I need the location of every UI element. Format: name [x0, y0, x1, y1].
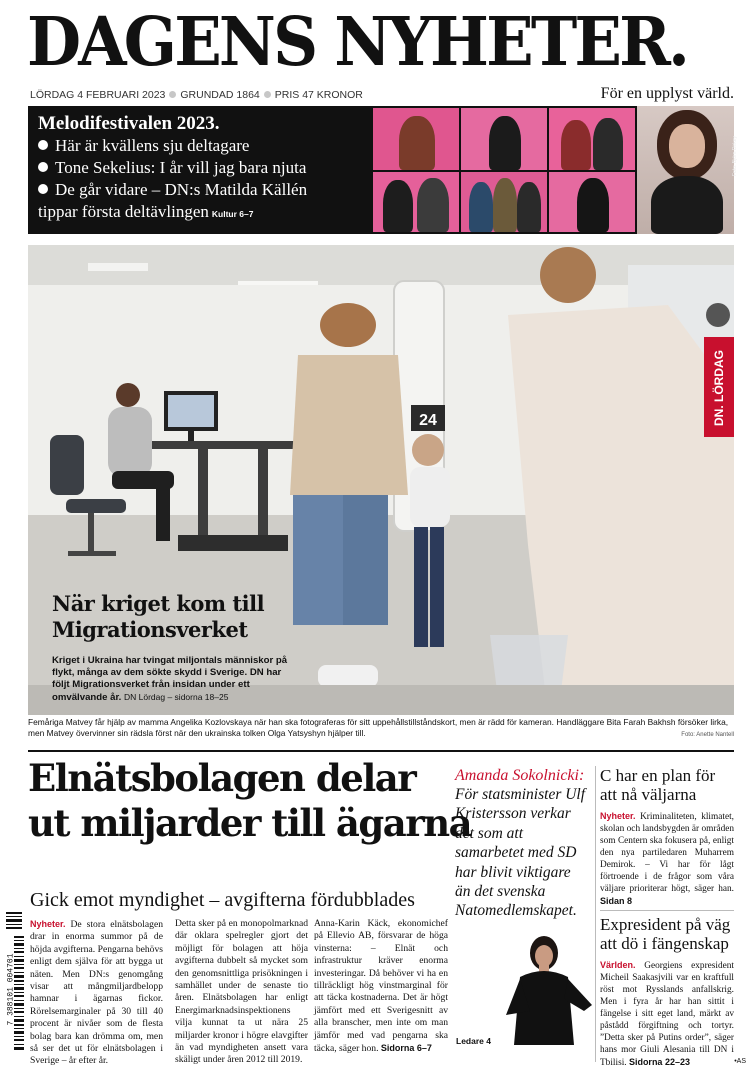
opinion-teaser[interactable]: [455, 766, 590, 921]
dateline: [30, 89, 363, 101]
barcode-addon: [6, 912, 22, 932]
news-brief-c-party[interactable]: [600, 766, 734, 908]
section-label: Nyheter.: [30, 919, 66, 929]
section-tab: DN. LÖRDAG: [704, 337, 734, 437]
promo-item: De går vidare – DN:s Matilda Källén: [38, 179, 374, 201]
article-ref: Sidorna 6–7: [380, 1043, 432, 1054]
bullet-separator: [169, 91, 176, 98]
promo-title: Melodifestivalen 2023.: [38, 113, 220, 134]
opinion-ref: Ledare 4: [456, 1036, 491, 1046]
bullet-icon: [38, 184, 48, 194]
column-divider: [595, 766, 596, 1062]
brief-headline: Expresident på väg att dö i fängenskap: [600, 915, 731, 953]
promo-item: Här är kvällens sju deltagare: [38, 135, 374, 157]
contestant-photo: [461, 108, 547, 170]
section-divider: [28, 750, 734, 752]
lead-headline[interactable]: Elnätsbolagen delar ut miljarder till ägarna: [28, 756, 472, 845]
contestant-photo: [549, 172, 635, 232]
promo-photo-credit: Foto: Björn Dirkey: [732, 136, 738, 177]
lead-subhead: Gick emot myndighet – avgifterna fördubblades: [30, 889, 415, 911]
hero-ref: DN Lördag – sidorna 18–25: [124, 692, 229, 702]
opinion-text: För statsminister Ulf Kristersson verkar det som att samarbetet med SD har blivit viktigare än det svenska Natomedlemskapet.: [455, 786, 586, 920]
promo-ref: Kultur 6–7: [211, 209, 254, 219]
article-column-2: Detta sker på en monopolmarknad där oklara spelregler gjort det möjligt för bolagen att höja avgifterna dubbelt så mycket som den genomsnittliga prisökningen i samhället under de senaste tio åren. Elnätsbolagen har enligt Energimarknadsinspektionens vilja kunnat ta ut nära 25 miljarder kronor i högre elavgifter än vad myndigheten ansett vara skäligt under åren 2012 till 2019.: [175, 918, 308, 1066]
hero-headline: När kriget kom till Migrationsverket: [52, 591, 265, 642]
bullet-icon: [38, 140, 48, 150]
contestant-photo: [373, 172, 459, 232]
barcode-number: 7 388101 004701: [6, 953, 16, 1026]
featured-artist-photo: [637, 106, 734, 234]
slogan: För en upplyst värld.: [600, 85, 734, 102]
brief-body: Nyheter. Kriminaliteten, klimatet, skolan och landsbygden är områden som Centern ska fokusera på, enligt den nya partiledaren Muharrem Demirok. – Vi har för lågt förtroende i de frågor som våra väljare prioriterar högt, säger han. Sidan 8: [600, 811, 734, 906]
hero-photo-illustration: [28, 245, 734, 715]
issue-date: LÖRDAG 4 FEBRUARI 2023: [30, 89, 166, 101]
contestant-photo: [373, 108, 459, 170]
news-brief-expresident[interactable]: [600, 915, 734, 1069]
promo-text: [38, 113, 374, 225]
brief-headline: C har en plan för att nå väljarna: [600, 766, 716, 804]
issue-price: PRIS 47 KRONOR: [274, 89, 363, 101]
brief-divider: [600, 910, 734, 911]
bullet-separator: [264, 91, 271, 98]
melodifestivalen-promo[interactable]: [28, 106, 738, 234]
bullet-icon: [38, 162, 48, 172]
article-column-3: Anna-Karin Käck, ekonomichef på Ellevio AB, försvarar de höga vinsterna: – Elnät och infrastruktur kräver enorma investeringar. Då behöver vi ha en tillräckligt hög vinstmarginal för att täcka kostnaderna. Det är högt jämfört med ett Sverigesnitt av alla branscher, men inte om man jämför med vad pengarna ska täcka, säger hon. Sidorna 6–7: [314, 918, 448, 1055]
contestant-photo: [549, 108, 635, 170]
founded-year: GRUNDAD 1864: [180, 89, 260, 101]
hero-photo-credit: Foto: Anette Nantell: [681, 732, 734, 738]
opinion-author: Amanda Sokolnicki:: [455, 767, 585, 784]
newspaper-title: DAGENS NYHETER.: [27, 2, 688, 81]
height-sign-number: 24: [419, 412, 437, 429]
print-mark: •AS: [734, 1058, 746, 1065]
hero-dek: Kriget i Ukraina har tvingat miljontals människor på flykt, många av dem sökte skydd i Sverige. DN har följt Migrationsverket från insidan under ett omvälvande år. DN Lördag – sidorna 18–25: [52, 655, 288, 703]
brief-body: Världen. Georgiens expresident Micheil Saakasjvili var en kraftfull röst mot Rysslands anfallskrig. Men i fyra år har han sittit i fängelse i sitt eget land, märkt av påstådd förgiftning och tortyr. ”Detta sker på Putins order”, säger hans mor Giuli Alesania till DN i Tbilisi. Sidorna 22–23: [600, 960, 734, 1068]
hero-photo[interactable]: [28, 245, 734, 715]
photo-caption: Femåriga Matvey får hjälp av mamma Angelika Kozlovskaya när han ska fotograferas för sitt uppehållstillståndskort, men är rädd för kameran. Handläggare Bita Farah Bakhsh försöker lirka, men Matvey övervinner sin rädsla först när den ukrainska tolken Olga Yatsyshyn hjälper till.: [28, 717, 729, 738]
masthead: [27, 0, 737, 80]
contestant-photo: [461, 172, 547, 232]
promo-item: Tone Sekelius: I år vill jag bara njuta: [38, 157, 374, 179]
article-column-1: Nyheter. De stora elnätsbolagen drar in enorma summor på de höjda avgifterna. Pengarna behövs enligt dem själva för att bygga ut näten. Men DN:s genomgång visar att mångmiljardbelopp hamnar i ägarnas fickor. Rörelsemarginaler på 30 till 40 procent är nivåer som de flesta bolag bara kan drömma om, men så ser det ut för elnätsbolagen i Sverige – år efter år.: [30, 919, 163, 1067]
promo-item-continued: tippar första deltävlingen Kultur 6–7: [38, 202, 254, 221]
author-portrait: [504, 935, 596, 1045]
